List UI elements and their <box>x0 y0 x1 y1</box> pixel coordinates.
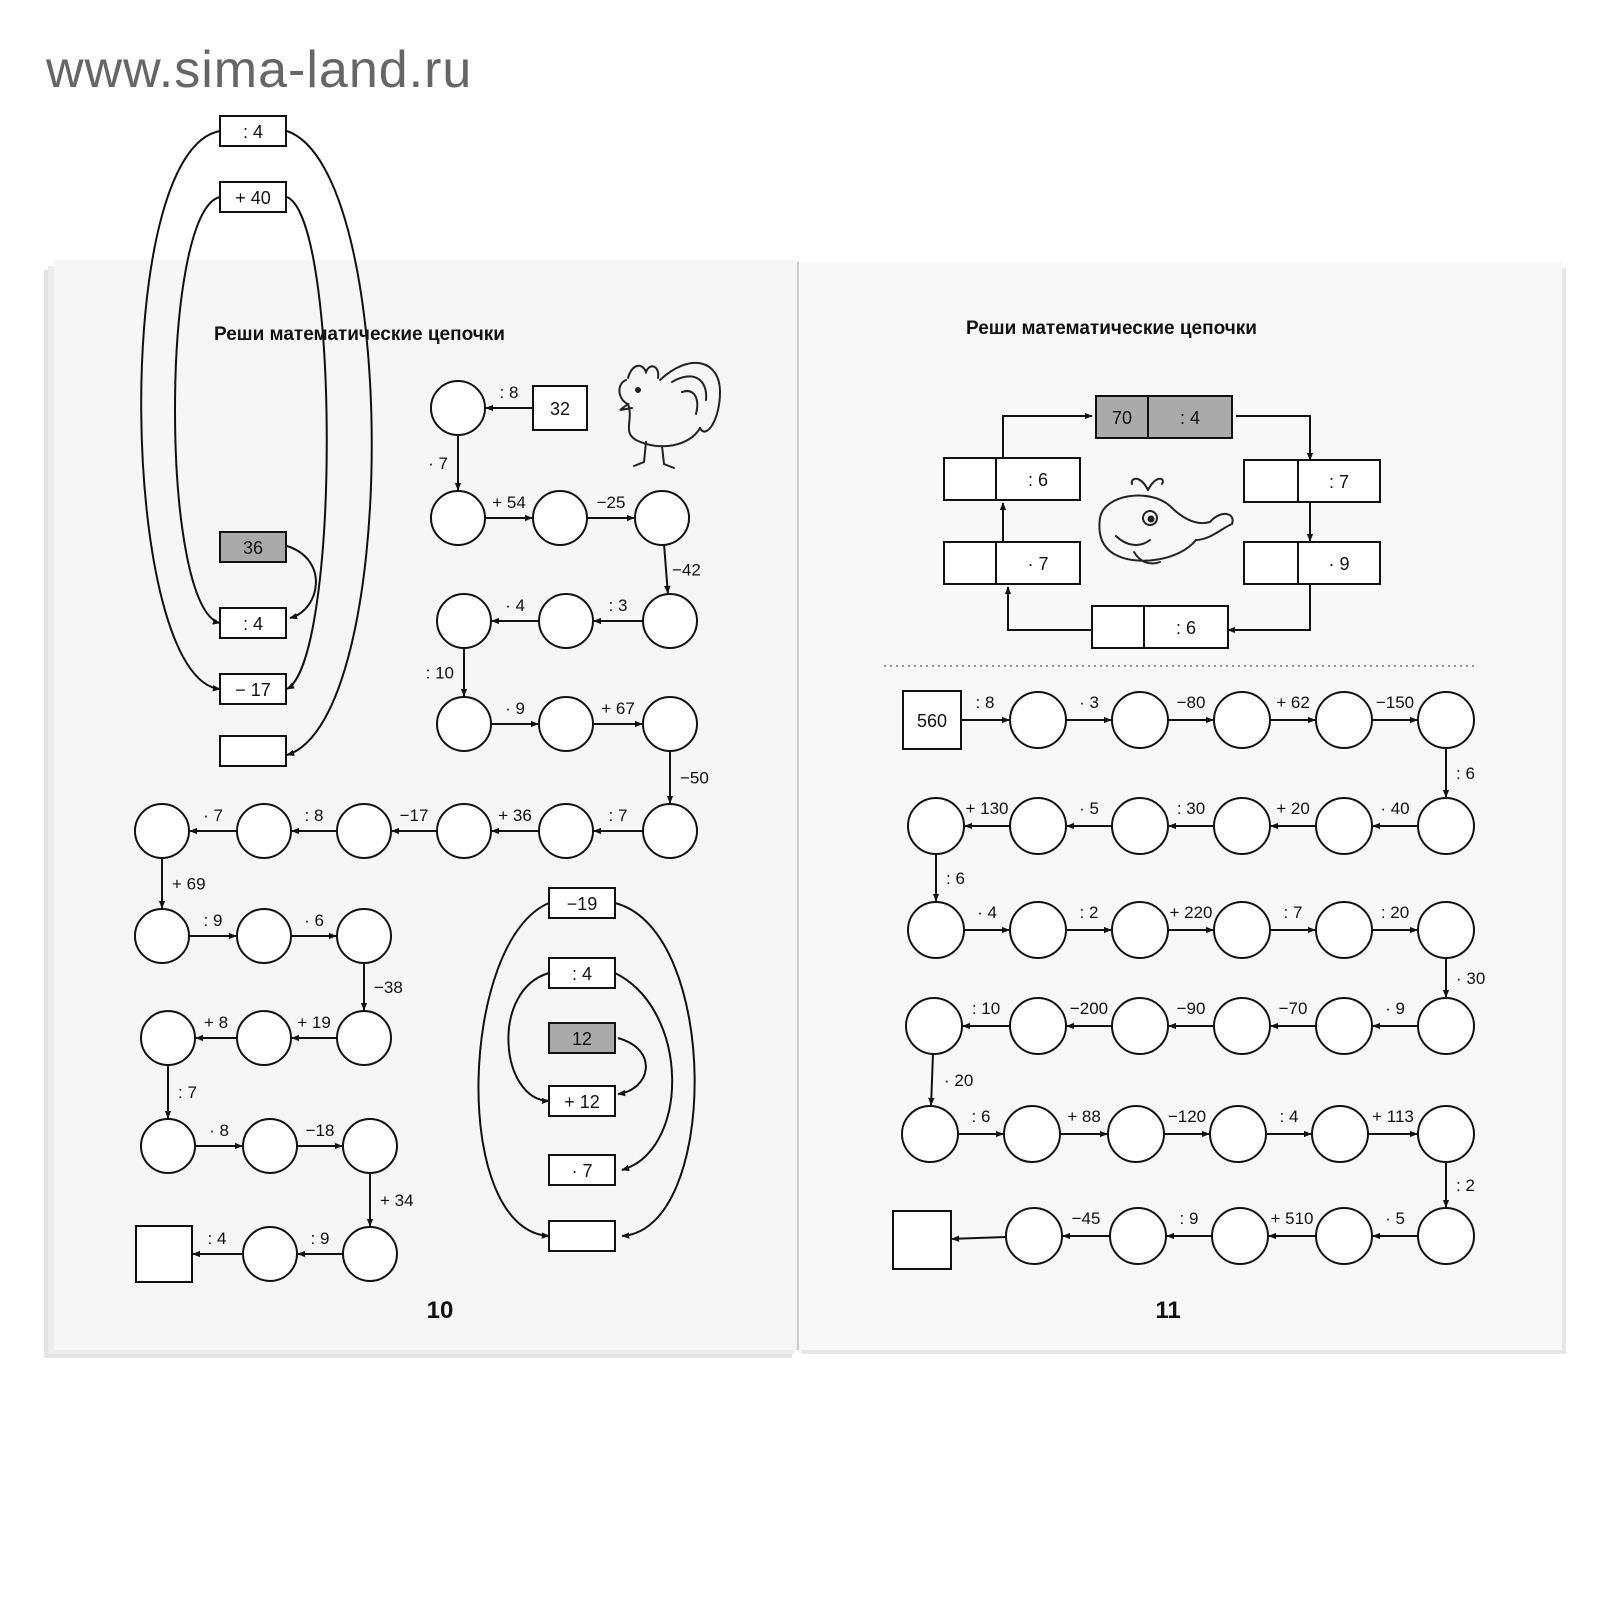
op-label: : 8 <box>975 693 995 712</box>
op-label: · 7 <box>1027 554 1049 574</box>
answer-circle[interactable] <box>1214 998 1270 1054</box>
answer-circle[interactable] <box>1010 798 1066 854</box>
op-label: + 19 <box>297 1013 331 1032</box>
answer-circle[interactable] <box>643 594 697 648</box>
answer-cell[interactable] <box>944 542 996 584</box>
answer-circle[interactable] <box>1316 902 1372 958</box>
answer-circle[interactable] <box>141 1119 195 1173</box>
answer-circle[interactable] <box>1112 692 1168 748</box>
op-label: : 6 <box>946 869 965 888</box>
answer-circle[interactable] <box>1316 692 1372 748</box>
answer-circle[interactable] <box>431 381 485 435</box>
op-label: + 36 <box>498 806 532 825</box>
op-label: · 40 <box>1380 799 1410 818</box>
answer-cell[interactable] <box>1092 606 1144 648</box>
left-page-number: 10 <box>426 1297 454 1324</box>
op-label: : 7 <box>1328 472 1350 492</box>
answer-circle[interactable] <box>337 1011 391 1065</box>
answer-circle[interactable] <box>539 804 593 858</box>
op-label: −50 <box>680 768 709 788</box>
answer-circle[interactable] <box>643 697 697 751</box>
op-label: −70 <box>1278 999 1308 1018</box>
op-label: + 54 <box>492 493 526 512</box>
answer-circle[interactable] <box>237 804 291 858</box>
answer-circle[interactable] <box>1214 798 1270 854</box>
answer-circle[interactable] <box>908 798 964 854</box>
left-page-title: Реши математические цепочки <box>214 324 505 345</box>
start-value: 36 <box>242 538 264 558</box>
op-label: · 5 <box>1385 1209 1405 1228</box>
op-label: + 67 <box>601 699 635 718</box>
answer-circle[interactable] <box>1418 798 1474 854</box>
op-label: : 6 <box>1456 764 1475 783</box>
answer-box[interactable] <box>893 1211 951 1269</box>
op-label: : 10 <box>971 999 1001 1018</box>
op-label: −150 <box>1375 693 1415 712</box>
right-page-title: Реши математические цепочки <box>966 318 1257 339</box>
answer-circle[interactable] <box>1214 902 1270 958</box>
answer-circle[interactable] <box>141 1011 195 1065</box>
answer-circle[interactable] <box>906 998 962 1054</box>
answer-box[interactable] <box>220 736 286 766</box>
op-label: : 6 <box>971 1107 991 1126</box>
op-label: · 9 <box>1385 999 1405 1018</box>
op-label: · 4 <box>505 596 525 615</box>
answer-circle[interactable] <box>1418 1208 1474 1264</box>
op-label: + 220 <box>1169 903 1213 922</box>
op-label: : 8 <box>304 806 324 825</box>
answer-circle[interactable] <box>1010 998 1066 1054</box>
answer-circle[interactable] <box>343 1227 397 1281</box>
op-label: · 20 <box>944 1071 974 1090</box>
answer-circle[interactable] <box>343 1119 397 1173</box>
answer-circle[interactable] <box>1006 1208 1062 1264</box>
answer-circle[interactable] <box>431 491 485 545</box>
answer-circle[interactable] <box>1212 1208 1268 1264</box>
op-label: −38 <box>374 978 403 997</box>
answer-circle[interactable] <box>1004 1106 1060 1162</box>
op-label: + 12 <box>564 1092 600 1112</box>
start-value: 70 <box>1111 408 1133 428</box>
op-label: : 4 <box>207 1229 227 1248</box>
start-value: 560 <box>916 711 948 731</box>
answer-circle[interactable] <box>643 804 697 858</box>
op-label: : 9 <box>203 911 223 930</box>
op-label: · 6 <box>304 911 324 930</box>
op-label: : 7 <box>1283 903 1303 922</box>
answer-circle[interactable] <box>1110 1208 1166 1264</box>
op-label: −200 <box>1069 999 1109 1018</box>
op-label: + 69 <box>172 874 206 894</box>
answer-circle[interactable] <box>1316 1208 1372 1264</box>
answer-circle[interactable] <box>1010 692 1066 748</box>
answer-circle[interactable] <box>1418 1106 1474 1162</box>
answer-circle[interactable] <box>533 491 587 545</box>
op-label: : 3 <box>608 596 628 615</box>
op-label: −90 <box>1176 999 1206 1018</box>
answer-circle[interactable] <box>1112 998 1168 1054</box>
op-label: · 3 <box>1079 693 1099 712</box>
answer-circle[interactable] <box>1312 1106 1368 1162</box>
answer-circle[interactable] <box>1112 902 1168 958</box>
answer-circle[interactable] <box>135 804 189 858</box>
op-label: · 7 <box>428 454 448 473</box>
answer-circle[interactable] <box>337 909 391 963</box>
answer-circle[interactable] <box>908 902 964 958</box>
answer-circle[interactable] <box>1112 798 1168 854</box>
op-label: −18 <box>305 1121 335 1140</box>
answer-cell[interactable] <box>944 458 996 500</box>
answer-box[interactable] <box>549 1221 615 1251</box>
op-label: : 10 <box>425 663 454 683</box>
op-label: : 30 <box>1176 799 1206 818</box>
answer-cell[interactable] <box>1244 542 1298 584</box>
op-label: : 9 <box>1179 1209 1199 1228</box>
answer-circle[interactable] <box>237 909 291 963</box>
op-label: + 8 <box>203 1013 229 1032</box>
answer-circle[interactable] <box>1210 1106 1266 1162</box>
op-label: : 6 <box>1027 470 1049 490</box>
op-label: · 30 <box>1456 969 1486 988</box>
start-value: 32 <box>549 399 571 419</box>
op-label: · 8 <box>209 1121 229 1140</box>
op-label: : 4 <box>571 964 593 984</box>
op-label: : 2 <box>1079 903 1099 922</box>
op-label: : 4 <box>242 122 264 142</box>
answer-circle[interactable] <box>1010 902 1066 958</box>
op-label: + 62 <box>1276 693 1310 712</box>
answer-circle[interactable] <box>902 1106 958 1162</box>
op-label: · 9 <box>505 699 525 718</box>
answer-circle[interactable] <box>243 1227 297 1281</box>
op-label: · 5 <box>1079 799 1099 818</box>
op-label: + 130 <box>965 799 1009 818</box>
op-label: + 40 <box>235 188 271 208</box>
answer-circle[interactable] <box>437 594 491 648</box>
op-label: −42 <box>672 560 701 580</box>
op-label: + 20 <box>1276 799 1310 818</box>
answer-circle[interactable] <box>635 491 689 545</box>
op-label: : 2 <box>1456 1176 1475 1195</box>
answer-circle[interactable] <box>437 697 491 751</box>
op-label: · 7 <box>571 1161 593 1181</box>
answer-circle[interactable] <box>1418 692 1474 748</box>
op-label: : 20 <box>1380 903 1410 922</box>
op-label: : 7 <box>608 806 628 825</box>
answer-circle[interactable] <box>539 594 593 648</box>
op-label: : 9 <box>310 1229 330 1248</box>
op-label: + 510 <box>1270 1209 1314 1228</box>
op-label: : 4 <box>1179 408 1201 428</box>
answer-cell[interactable] <box>1244 460 1298 502</box>
op-label: + 113 <box>1372 1107 1414 1126</box>
answer-circle[interactable] <box>1214 692 1270 748</box>
op-label: −25 <box>596 493 626 512</box>
op-label: · 9 <box>1328 554 1350 574</box>
op-label: −80 <box>1176 693 1206 712</box>
answer-circle[interactable] <box>135 909 189 963</box>
op-label: −45 <box>1071 1209 1101 1228</box>
right-page-number: 11 <box>1155 1297 1181 1324</box>
op-label: −19 <box>566 894 598 914</box>
watermark: www.sima-land.ru <box>46 41 473 99</box>
op-label: + 88 <box>1067 1107 1101 1126</box>
answer-circle[interactable] <box>1316 998 1372 1054</box>
op-label: − 17 <box>235 680 271 700</box>
answer-circle[interactable] <box>237 1011 291 1065</box>
op-label: −17 <box>399 806 429 825</box>
answer-circle[interactable] <box>539 697 593 751</box>
op-label: −120 <box>1167 1107 1207 1126</box>
op-label: : 6 <box>1175 618 1197 638</box>
op-label: : 4 <box>242 614 264 634</box>
op-label: : 4 <box>1279 1107 1299 1126</box>
answer-circle[interactable] <box>437 804 491 858</box>
answer-circle[interactable] <box>1418 902 1474 958</box>
answer-circle[interactable] <box>1316 798 1372 854</box>
answer-circle[interactable] <box>1418 998 1474 1054</box>
answer-box[interactable] <box>136 1226 192 1282</box>
op-label: · 7 <box>203 806 223 825</box>
answer-circle[interactable] <box>337 804 391 858</box>
op-label: + 34 <box>380 1191 414 1210</box>
op-label: · 4 <box>977 903 997 922</box>
start-value: 12 <box>571 1029 593 1049</box>
answer-circle[interactable] <box>243 1119 297 1173</box>
answer-circle[interactable] <box>1108 1106 1164 1162</box>
op-label: : 8 <box>499 383 519 402</box>
op-label: : 7 <box>178 1083 197 1102</box>
